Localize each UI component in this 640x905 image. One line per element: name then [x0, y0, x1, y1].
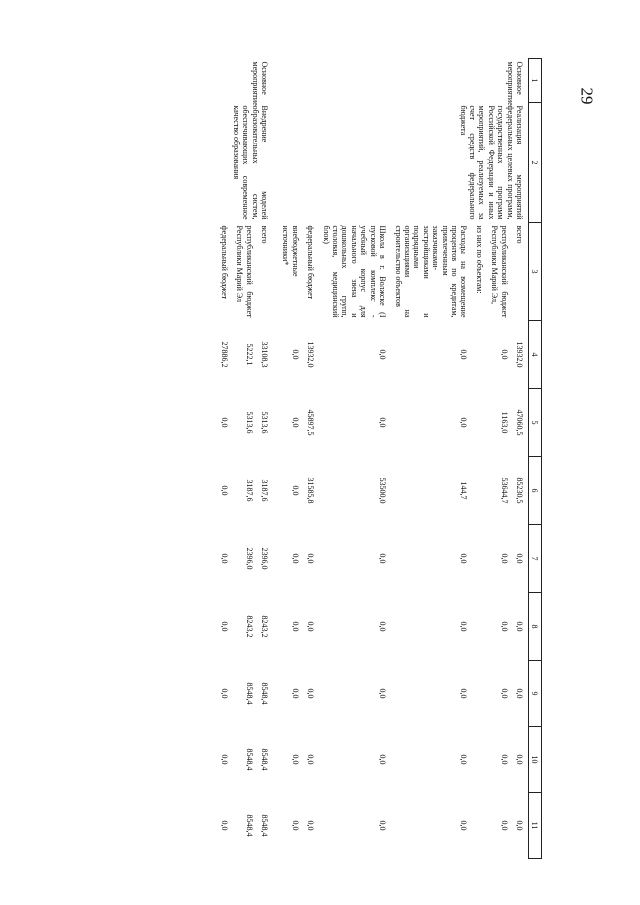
value-cell: 0,0 — [499, 553, 509, 564]
table-row — [513, 59, 529, 859]
col-header: 1 — [529, 59, 542, 103]
value-cell: 0,0 — [290, 553, 300, 564]
budget-table — [217, 58, 542, 859]
funding-source-cell: республиканский бюджет Республики Марий Эл, — [490, 225, 509, 318]
value-cell: 0,0 — [290, 485, 300, 496]
value-cell: 8548,4 — [260, 748, 270, 771]
value-cell — [472, 793, 487, 859]
value-cell: 8548,4 — [244, 682, 254, 705]
value-cell: 8548,4 — [260, 682, 270, 705]
funding-source-cell: Школа в г. Волжске (I пусковой комплекс - учебный корпус для начального звена и дошкольных групп, столовая, медицинский блок) — [321, 225, 388, 318]
value-cell: 8548,4 — [260, 814, 270, 837]
value-cell: 45897,5 — [306, 409, 316, 436]
value-cell: 0,0 — [515, 553, 524, 564]
funding-source-cell: федеральный бюджет — [306, 225, 316, 300]
value-cell: 0,0 — [290, 688, 300, 699]
value-cell: 8243,2 — [244, 615, 254, 638]
value-cell: 0,0 — [219, 688, 229, 699]
col-header: 8 — [529, 593, 542, 661]
col-header: 3 — [529, 223, 542, 321]
col-header: 9 — [529, 661, 542, 727]
value-cell: 0,0 — [306, 553, 316, 564]
value-cell: 0,0 — [378, 417, 388, 428]
value-cell: 0,0 — [499, 754, 509, 765]
funding-source-cell: федеральный бюджет — [219, 225, 229, 300]
value-cell: 0,0 — [290, 621, 300, 632]
value-cell: 0,0 — [459, 553, 469, 564]
value-cell: 0,0 — [378, 820, 388, 831]
rotated-table-page — [122, 58, 542, 858]
value-cell: 0,0 — [459, 820, 469, 831]
value-cell: 8548,4 — [244, 814, 254, 837]
value-cell: 0,0 — [219, 417, 229, 428]
value-cell: 0,0 — [378, 349, 388, 360]
value-cell: 31585,8 — [306, 477, 316, 504]
funding-source-cell: всего — [260, 225, 270, 244]
value-cell: 0,0 — [459, 688, 469, 699]
value-cell — [472, 457, 487, 525]
value-cell: 0,0 — [290, 754, 300, 765]
value-cell: 0,0 — [515, 820, 524, 831]
value-cell: 0,0 — [290, 820, 300, 831]
value-cell — [472, 321, 487, 389]
value-cell: 53500,0 — [378, 477, 388, 504]
measure-type-cell: Основное мероприятие — [505, 61, 524, 106]
col-header: 5 — [529, 389, 542, 457]
col-header: 10 — [529, 727, 542, 793]
value-cell: 47060,5 — [515, 409, 524, 436]
value-cell: 1163,0 — [499, 411, 509, 434]
funding-source-cell: внебюджетные источники* — [281, 225, 300, 277]
value-cell: 5313,6 — [244, 411, 254, 434]
value-cell: 0,0 — [499, 349, 509, 360]
value-cell: 0,0 — [499, 820, 509, 831]
value-cell: 85230,5 — [515, 477, 524, 504]
value-cell: 2396,0 — [260, 547, 270, 570]
value-cell: 0,0 — [515, 754, 524, 765]
value-cell: 5313,6 — [260, 411, 270, 434]
page-number: 29 — [577, 87, 597, 105]
value-cell: 0,0 — [219, 485, 229, 496]
funding-source-cell: республиканский бюджет Республики Марий Эл — [235, 225, 254, 318]
value-cell: 0,0 — [306, 754, 316, 765]
col-header: 6 — [529, 457, 542, 525]
value-cell — [472, 389, 487, 457]
value-cell: 0,0 — [290, 349, 300, 360]
value-cell: 13932,0 — [515, 341, 524, 368]
value-cell: 13932,0 — [306, 341, 316, 368]
value-cell — [472, 727, 487, 793]
funding-source-cell: из них по объектам: — [474, 225, 484, 294]
value-cell: 0,0 — [290, 417, 300, 428]
value-cell: 0,0 — [306, 621, 316, 632]
value-cell: 0,0 — [378, 553, 388, 564]
value-cell — [472, 525, 487, 593]
value-cell: 5222,1 — [244, 343, 254, 366]
value-cell: 0,0 — [219, 820, 229, 831]
col-header: 4 — [529, 321, 542, 389]
col-header: 2 — [529, 103, 542, 223]
value-cell: 0,0 — [459, 349, 469, 360]
value-cell: 27886,2 — [219, 341, 229, 368]
measure-federal-programs — [279, 59, 528, 859]
value-cell: 0,0 — [499, 621, 509, 632]
value-cell — [472, 593, 487, 661]
column-number-row — [529, 59, 542, 859]
value-cell: 0,0 — [306, 688, 316, 699]
measure-name-cell: Реализация мероприятий федеральных целевых программ, государственных программ Российской Федерации и иных мероприятий, реализуемых за счет средств федерального бюджета — [458, 105, 524, 220]
value-cell: 0,0 — [378, 754, 388, 765]
value-cell: 3187,6 — [244, 479, 254, 502]
funding-source-cell: Расходы на возмещение процентов по кредитам, привлеченным заказчиками-застройщиками и подрядными организациями на строительство объектов — [393, 225, 469, 318]
value-cell: 144,7 — [459, 481, 469, 500]
value-cell: 0,0 — [219, 754, 229, 765]
value-cell: 0,0 — [219, 553, 229, 564]
value-cell: 0,0 — [459, 754, 469, 765]
value-cell: 8548,4 — [244, 748, 254, 771]
value-cell: 0,0 — [459, 621, 469, 632]
value-cell: 33108,3 — [260, 341, 270, 368]
col-header: 7 — [529, 525, 542, 593]
value-cell: 0,0 — [219, 621, 229, 632]
value-cell: 0,0 — [306, 820, 316, 831]
measure-name-cell: Внедрение моделей образовательных систем, обеспечивающих современное качество образования — [231, 105, 270, 220]
value-cell: 2396,0 — [244, 547, 254, 570]
measure-type-cell: Основное мероприятие — [250, 61, 270, 106]
value-cell: 0,0 — [515, 688, 524, 699]
value-cell: 3187,6 — [260, 479, 270, 502]
measure-education-models — [217, 59, 279, 859]
value-cell: 53644,7 — [499, 477, 509, 504]
value-cell: 0,0 — [515, 621, 524, 632]
value-cell: 8243,2 — [260, 615, 270, 638]
value-cell: 0,0 — [378, 688, 388, 699]
value-cell: 0,0 — [378, 621, 388, 632]
col-header: 11 — [529, 793, 542, 859]
value-cell: 0,0 — [499, 688, 509, 699]
table-row — [258, 59, 279, 859]
funding-source-cell: всего — [515, 225, 524, 244]
value-cell — [472, 661, 487, 727]
value-cell: 0,0 — [459, 417, 469, 428]
